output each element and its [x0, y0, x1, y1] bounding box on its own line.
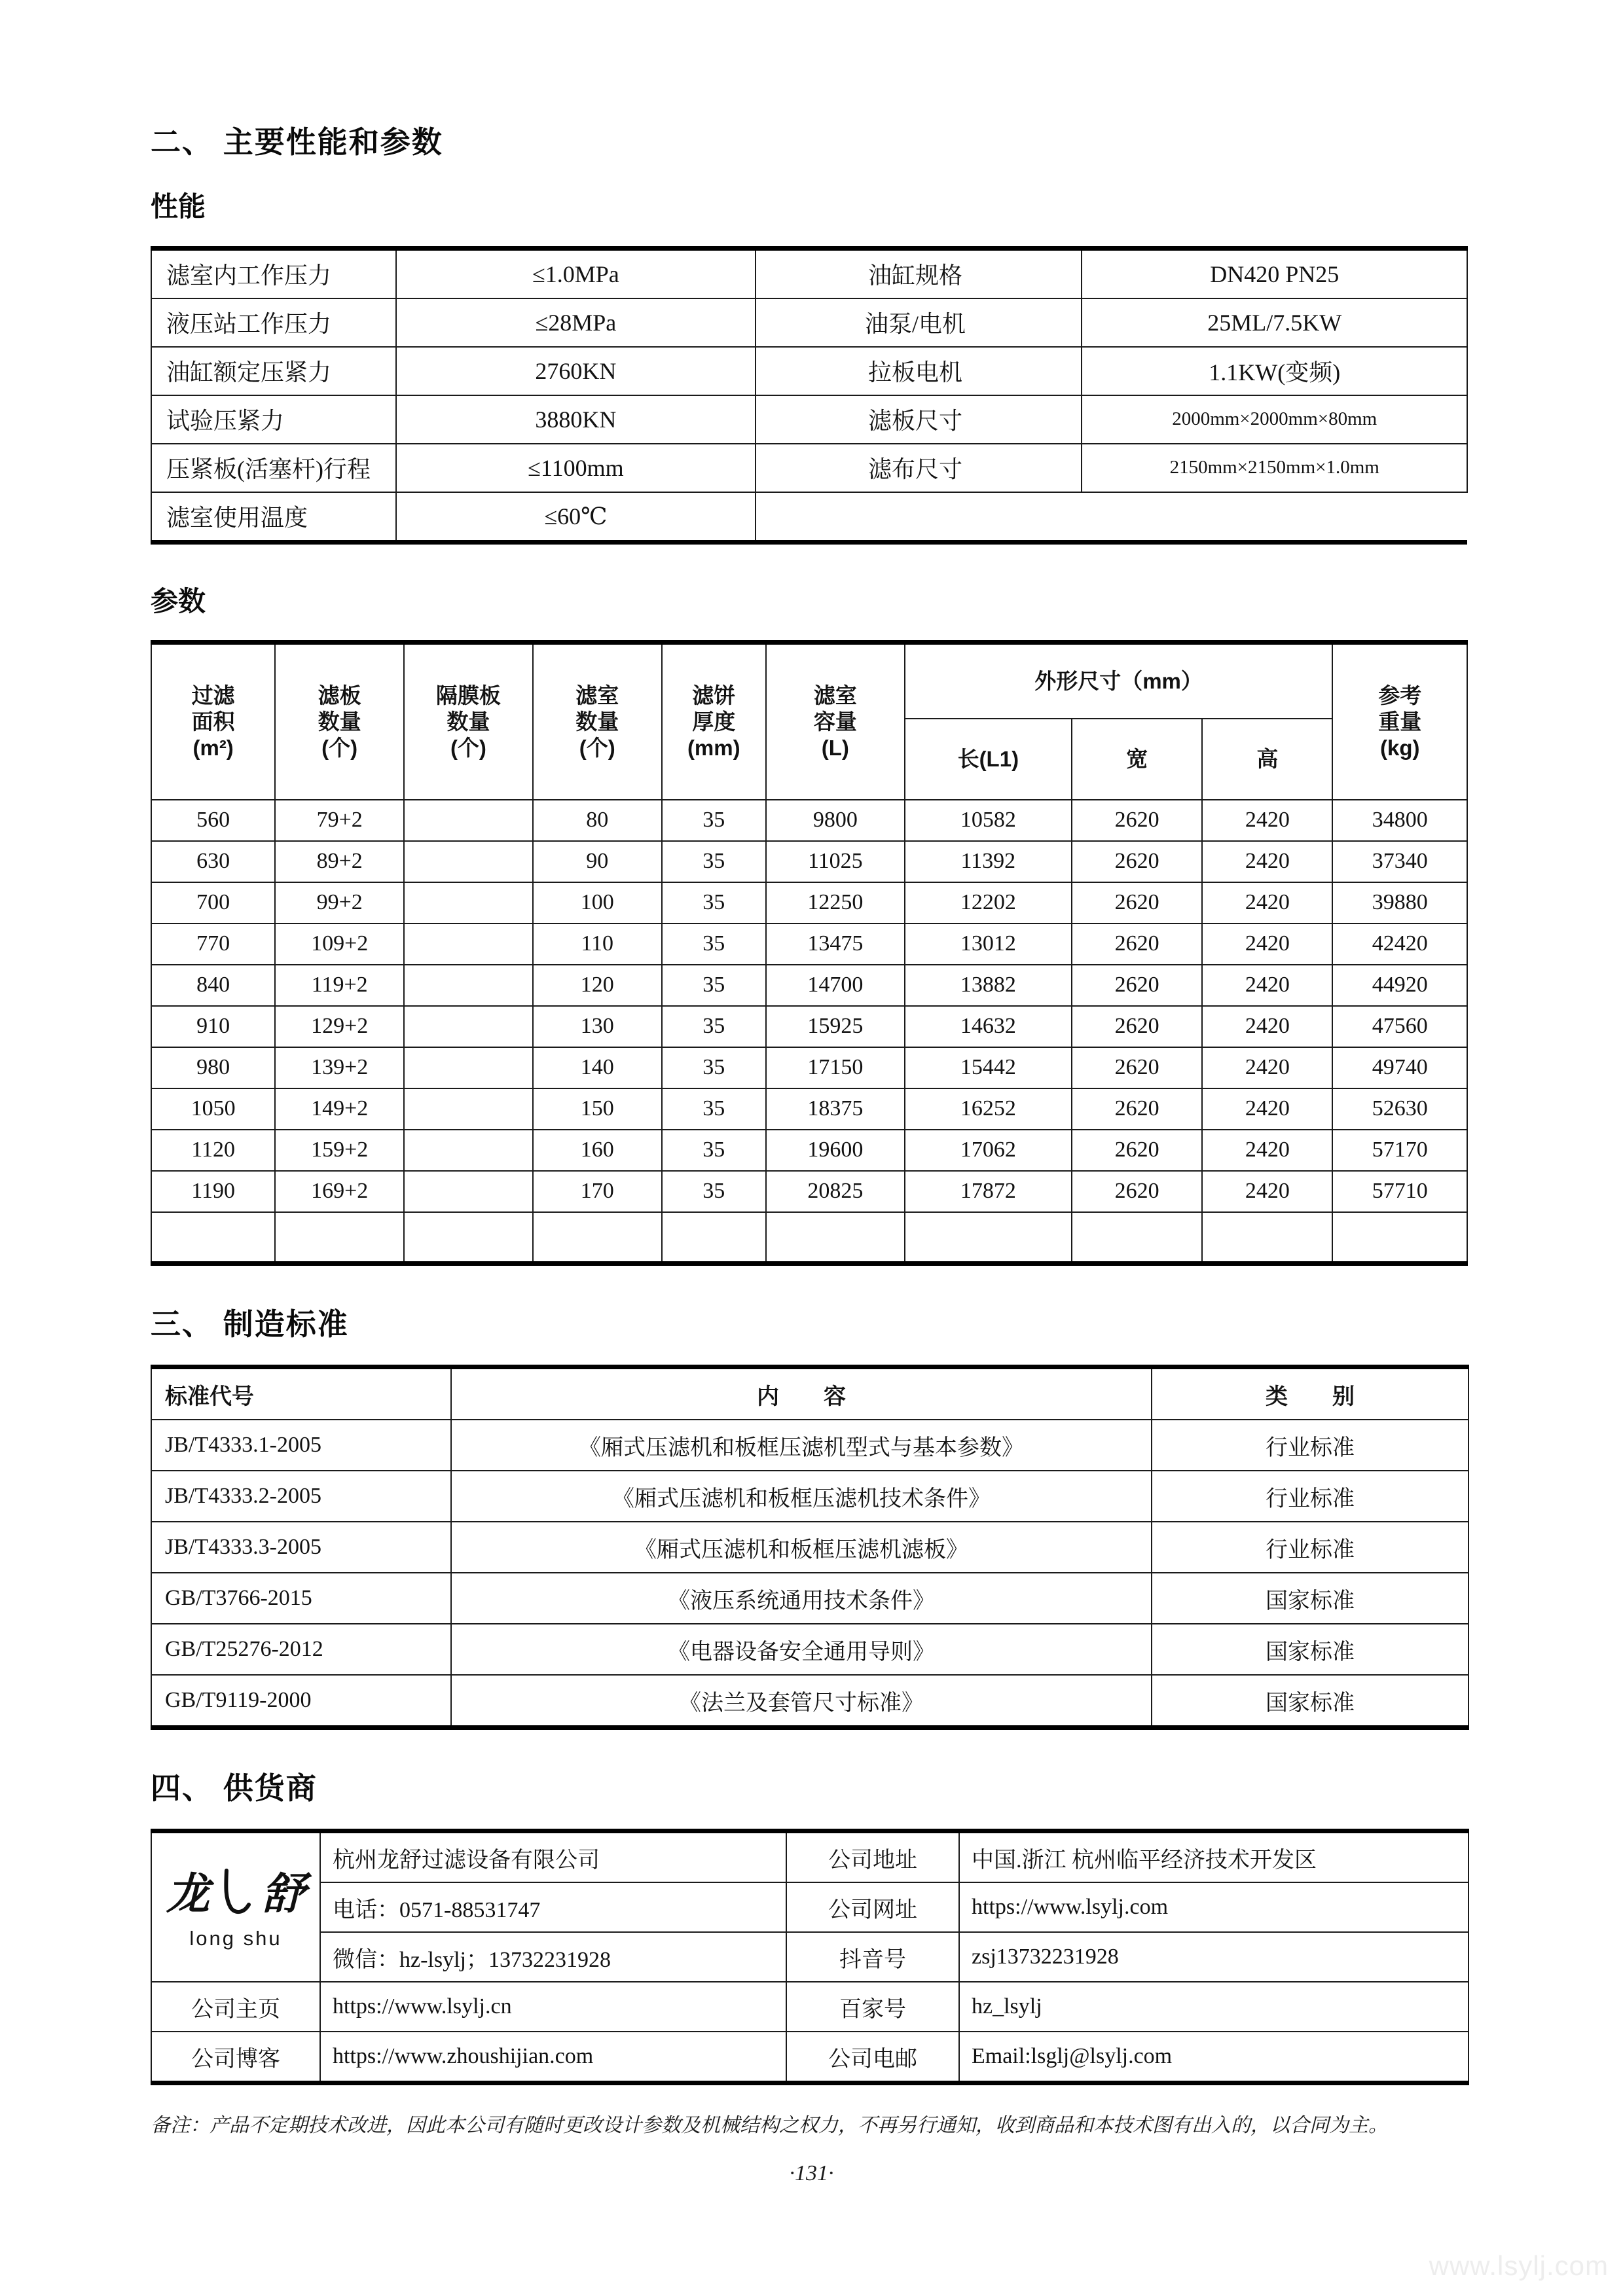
spacer [151, 618, 1472, 640]
cell-length: 16252 [905, 1088, 1072, 1130]
cell-length: 17062 [905, 1130, 1072, 1171]
value-phone: 电话：0571-88531747 [320, 1882, 786, 1932]
standard-category: 行业标准 [1152, 1420, 1468, 1471]
cell-membrane-count [404, 965, 533, 1006]
header-standard-category: 类 别 [1152, 1367, 1468, 1420]
cell-chamber-volume: 15925 [766, 1006, 905, 1047]
header-cake-thickness [662, 642, 766, 800]
cell-filter-area: 980 [151, 1047, 275, 1088]
standards-table [151, 1365, 1469, 1730]
cell-length [905, 1212, 1072, 1264]
cell-height: 2420 [1202, 1006, 1332, 1047]
supplier-row-blog [151, 2032, 1468, 2083]
header-line: 重量 [1378, 709, 1422, 734]
cell-cake-thickness: 35 [662, 1088, 766, 1130]
cell-membrane-count [404, 1047, 533, 1088]
cell-plate-count [275, 1212, 404, 1264]
header-line: 数量 [575, 709, 619, 734]
standard-content: 《厢式压滤机和板框压滤机型式与基本参数》 [451, 1420, 1152, 1471]
perf-label-2: 滤布尺寸 [756, 444, 1082, 492]
perf-label-2: 滤板尺寸 [756, 395, 1082, 444]
cell-membrane-count [404, 800, 533, 841]
cell-length: 13882 [905, 965, 1072, 1006]
table-row [151, 841, 1467, 882]
cell-cake-thickness: 35 [662, 800, 766, 841]
perf-label-2: 油缸规格 [756, 248, 1082, 298]
standard-category: 国家标准 [1152, 1675, 1468, 1728]
logo-char-shu: 舒 [262, 1870, 305, 1918]
cell-chamber-count: 90 [533, 841, 662, 882]
cell-chamber-count: 150 [533, 1088, 662, 1130]
header-line: 厚度 [692, 709, 736, 734]
perf-label-2: 油泵/电机 [756, 298, 1082, 347]
standard-code: JB/T4333.2-2005 [151, 1471, 451, 1522]
header-line: 滤板 [318, 683, 361, 708]
cell-membrane-count [404, 924, 533, 965]
cell-height: 2420 [1202, 1130, 1332, 1171]
label-company-address: 公司地址 [786, 1831, 959, 1883]
table-row [151, 924, 1467, 965]
label-company-website: 公司网址 [786, 1882, 959, 1932]
cell-width: 2620 [1072, 882, 1202, 924]
table-row [151, 1420, 1468, 1471]
cell-length: 10582 [905, 800, 1072, 841]
header-line: 参考 [1378, 683, 1422, 708]
header-chamber-count [533, 642, 662, 800]
footer-note: 备注：产品不定期技术改进，因此本公司有随时更改设计参数及机械结构之权力，不再另行通知，收到商品和本技术图有出入的，以合同为主。 [151, 2115, 1388, 2137]
header-height: 高 [1202, 719, 1332, 800]
cell-length: 14632 [905, 1006, 1072, 1047]
standards-header-row [151, 1367, 1468, 1420]
perf-value: ≤1100mm [396, 444, 756, 492]
standard-category: 行业标准 [1152, 1471, 1468, 1522]
cell-cake-thickness: 35 [662, 1130, 766, 1171]
cell-length: 11392 [905, 841, 1072, 882]
value-company-email[interactable]: Email:lsglj@lsylj.com [959, 2032, 1468, 2083]
cell-filter-area: 1190 [151, 1171, 275, 1212]
cell-cake-thickness: 35 [662, 1171, 766, 1212]
cell-width [1072, 1212, 1202, 1264]
spacer [151, 1730, 1472, 1770]
cell-height: 2420 [1202, 882, 1332, 924]
spacer [151, 545, 1472, 585]
value-douyin: zsj13732231928 [959, 1932, 1468, 1982]
header-membrane-count [404, 642, 533, 800]
cell-weight: 42420 [1332, 924, 1467, 965]
table-row [151, 347, 1467, 395]
cell-height [1202, 1212, 1332, 1264]
logo-pinyin: long shu [189, 1926, 282, 1950]
standard-content: 《法兰及套管尺寸标准》 [451, 1675, 1152, 1728]
header-chamber-volume [766, 642, 905, 800]
header-line: (kg) [1379, 736, 1420, 761]
header-line: 容量 [813, 709, 857, 734]
spacer [151, 160, 1472, 190]
supplier-row-homepage [151, 1982, 1468, 2032]
table-row [151, 395, 1467, 444]
value-company-website[interactable]: https://www.lsylj.com [959, 1882, 1468, 1932]
cell-chamber-count: 130 [533, 1006, 662, 1047]
cell-height: 2420 [1202, 1171, 1332, 1212]
cell-filter-area: 630 [151, 841, 275, 882]
cell-chamber-volume: 13475 [766, 924, 905, 965]
cell-chamber-volume: 11025 [766, 841, 905, 882]
table-row [151, 1624, 1468, 1675]
header-line: (m²) [192, 736, 234, 761]
perf-empty-cell [756, 492, 1467, 543]
standard-code: JB/T4333.3-2005 [151, 1522, 451, 1573]
value-company-address: 中国.浙江 杭州临平经济技术开发区 [959, 1831, 1468, 1883]
cell-filter-area: 770 [151, 924, 275, 965]
header-line: (个) [321, 736, 358, 761]
section-heading-standards: 三、 制造标准 [151, 1306, 349, 1341]
table-row [151, 1047, 1467, 1088]
cell-chamber-volume: 20825 [766, 1171, 905, 1212]
cell-chamber-count: 170 [533, 1171, 662, 1212]
cell-weight: 44920 [1332, 965, 1467, 1006]
header-width: 宽 [1072, 719, 1202, 800]
perf-value-2: 1.1KW(变频) [1082, 347, 1467, 395]
cell-plate-count: 99+2 [275, 882, 404, 924]
cell-cake-thickness: 35 [662, 1047, 766, 1088]
perf-value: ≤1.0MPa [396, 248, 756, 298]
company-logo [151, 1831, 320, 1982]
cell-membrane-count [404, 1212, 533, 1264]
cell-plate-count: 159+2 [275, 1130, 404, 1171]
cell-membrane-count [404, 882, 533, 924]
table-row [151, 965, 1467, 1006]
header-line: (个) [579, 736, 615, 761]
standard-content: 《厢式压滤机和板框压滤机技术条件》 [451, 1471, 1152, 1522]
cell-membrane-count [404, 1130, 533, 1171]
cell-weight: 34800 [1332, 800, 1467, 841]
cell-height: 2420 [1202, 1088, 1332, 1130]
standard-content: 《液压系统通用技术条件》 [451, 1573, 1152, 1624]
cell-width: 2620 [1072, 1047, 1202, 1088]
section-heading-performance: 二、 主要性能和参数 [151, 125, 443, 159]
label-company-email: 公司电邮 [786, 2032, 959, 2083]
header-line: (mm) [687, 736, 740, 761]
value-wechat: 微信：hz-lsylj；13732231928 [320, 1932, 786, 1982]
cell-filter-area: 1120 [151, 1130, 275, 1171]
cell-length: 12202 [905, 882, 1072, 924]
header-overall-dimensions: 外形尺寸（mm） [905, 642, 1333, 719]
cell-filter-area: 560 [151, 800, 275, 841]
cell-cake-thickness: 35 [662, 924, 766, 965]
cell-membrane-count [404, 1171, 533, 1212]
perf-label-2: 拉板电机 [756, 347, 1082, 395]
standard-content: 《厢式压滤机和板框压滤机滤板》 [451, 1522, 1152, 1573]
cell-chamber-volume: 18375 [766, 1088, 905, 1130]
perf-value: ≤28MPa [396, 298, 756, 347]
cell-chamber-volume: 19600 [766, 1130, 905, 1171]
perf-value-2: 2000mm×2000mm×80mm [1082, 395, 1467, 444]
cell-weight: 57170 [1332, 1130, 1467, 1171]
cell-width: 2620 [1072, 924, 1202, 965]
perf-label: 滤室使用温度 [151, 492, 396, 543]
cell-cake-thickness: 35 [662, 1006, 766, 1047]
standard-code: GB/T9119-2000 [151, 1675, 451, 1728]
cell-plate-count: 129+2 [275, 1006, 404, 1047]
cell-weight [1332, 1212, 1467, 1264]
header-plate-count [275, 642, 404, 800]
perf-value: ≤60℃ [396, 492, 756, 543]
cell-membrane-count [404, 841, 533, 882]
perf-value-2: 2150mm×2150mm×1.0mm [1082, 444, 1467, 492]
header-line: 滤室 [813, 683, 857, 708]
spacer [151, 1806, 1472, 1829]
supplier-row-wechat [151, 1932, 1468, 1982]
cell-filter-area: 840 [151, 965, 275, 1006]
logo-brushstroke-icon [212, 1867, 259, 1923]
perf-label: 试验压紧力 [151, 395, 396, 444]
cell-length: 15442 [905, 1047, 1072, 1088]
cell-width: 2620 [1072, 1006, 1202, 1047]
parameter-table [151, 640, 1468, 1266]
table-row [151, 444, 1467, 492]
cell-weight: 37340 [1332, 841, 1467, 882]
supplier-row-company [151, 1831, 1468, 1883]
subheading-parameters: 参数 [151, 585, 206, 617]
perf-value: 2760KN [396, 347, 756, 395]
cell-length: 17872 [905, 1171, 1072, 1212]
cell-chamber-volume: 14700 [766, 965, 905, 1006]
table-row [151, 800, 1467, 841]
cell-plate-count: 109+2 [275, 924, 404, 965]
cell-width: 2620 [1072, 1130, 1202, 1171]
cell-filter-area: 1050 [151, 1088, 275, 1130]
header-line: (L) [821, 736, 849, 761]
cell-chamber-count: 120 [533, 965, 662, 1006]
header-reference-weight [1332, 642, 1467, 800]
value-baijiahao: hz_lsylj [959, 1982, 1468, 2032]
perf-label: 油缸额定压紧力 [151, 347, 396, 395]
cell-height: 2420 [1202, 800, 1332, 841]
parameter-header-row-1 [151, 642, 1467, 719]
cell-height: 2420 [1202, 965, 1332, 1006]
cell-membrane-count [404, 1088, 533, 1130]
watermark: www.lsylj.com [1429, 2250, 1609, 2281]
cell-membrane-count [404, 1006, 533, 1047]
header-line: 过滤 [191, 683, 235, 708]
standard-code: GB/T3766-2015 [151, 1573, 451, 1624]
table-row [151, 1675, 1468, 1728]
cell-height: 2420 [1202, 924, 1332, 965]
header-line: 滤饼 [692, 683, 736, 708]
supplier-table [151, 1829, 1469, 2085]
perf-label: 液压站工作压力 [151, 298, 396, 347]
cell-weight: 47560 [1332, 1006, 1467, 1047]
label-douyin: 抖音号 [786, 1932, 959, 1982]
standard-content: 《电器设备安全通用导则》 [451, 1624, 1152, 1675]
header-line: 数量 [447, 709, 490, 734]
label-company-homepage: 公司主页 [151, 1982, 320, 2032]
cell-cake-thickness [662, 1212, 766, 1264]
value-company-homepage[interactable]: https://www.lsylj.cn [320, 1982, 786, 2032]
cell-filter-area [151, 1212, 275, 1264]
standard-category: 行业标准 [1152, 1522, 1468, 1573]
table-row [151, 1006, 1467, 1047]
header-line: 滤室 [575, 683, 619, 708]
cell-cake-thickness: 35 [662, 841, 766, 882]
table-row [151, 1522, 1468, 1573]
cell-plate-count: 149+2 [275, 1088, 404, 1130]
standard-category: 国家标准 [1152, 1624, 1468, 1675]
table-row [151, 298, 1467, 347]
header-length: 长(L1) [905, 719, 1072, 800]
cell-width: 2620 [1072, 841, 1202, 882]
cell-length: 13012 [905, 924, 1072, 965]
perf-label: 滤室内工作压力 [151, 248, 396, 298]
table-row [151, 492, 1467, 543]
header-line: (个) [450, 736, 486, 761]
subheading-performance: 性能 [151, 191, 206, 223]
cell-height: 2420 [1202, 841, 1332, 882]
cell-chamber-count [533, 1212, 662, 1264]
cell-width: 2620 [1072, 965, 1202, 1006]
value-company-blog[interactable]: https://www.zhoushijian.com [320, 2032, 786, 2083]
perf-value-2: 25ML/7.5KW [1082, 298, 1467, 347]
logo-char-long: 龙 [166, 1870, 210, 1918]
cell-plate-count: 119+2 [275, 965, 404, 1006]
cell-chamber-volume: 12250 [766, 882, 905, 924]
header-line: 隔膜板 [435, 683, 501, 708]
cell-filter-area: 910 [151, 1006, 275, 1047]
cell-chamber-count: 140 [533, 1047, 662, 1088]
standard-code: GB/T25276-2012 [151, 1624, 451, 1675]
label-baijiahao: 百家号 [786, 1982, 959, 2032]
cell-cake-thickness: 35 [662, 965, 766, 1006]
cell-width: 2620 [1072, 1171, 1202, 1212]
cell-chamber-count: 110 [533, 924, 662, 965]
table-row [151, 1088, 1467, 1130]
standard-category: 国家标准 [1152, 1573, 1468, 1624]
cell-height: 2420 [1202, 1047, 1332, 1088]
section-heading-supplier: 四、 供货商 [151, 1771, 318, 1806]
table-row [151, 1171, 1467, 1212]
header-line: 数量 [318, 709, 361, 734]
cell-plate-count: 89+2 [275, 841, 404, 882]
supplier-row-phone [151, 1882, 1468, 1932]
cell-plate-count: 139+2 [275, 1047, 404, 1088]
cell-weight: 57710 [1332, 1171, 1467, 1212]
cell-weight: 39880 [1332, 882, 1467, 924]
page-number: ·131· [789, 2161, 834, 2186]
table-row [151, 882, 1467, 924]
perf-value: 3880KN [396, 395, 756, 444]
spacer [151, 1266, 1472, 1306]
company-name: 杭州龙舒过滤设备有限公司 [320, 1831, 786, 1883]
label-company-blog: 公司博客 [151, 2032, 320, 2083]
perf-label: 压紧板(活塞杆)行程 [151, 444, 396, 492]
cell-chamber-volume [766, 1212, 905, 1264]
cell-plate-count: 169+2 [275, 1171, 404, 1212]
header-standard-content: 内 容 [451, 1367, 1152, 1420]
cell-weight: 49740 [1332, 1047, 1467, 1088]
table-row [151, 1212, 1467, 1264]
header-filter-area [151, 642, 275, 800]
table-row [151, 1471, 1468, 1522]
cell-width: 2620 [1072, 1088, 1202, 1130]
header-line: 面积 [191, 709, 235, 734]
spacer [151, 224, 1472, 246]
cell-plate-count: 79+2 [275, 800, 404, 841]
perf-value-2: DN420 PN25 [1082, 248, 1467, 298]
cell-chamber-volume: 17150 [766, 1047, 905, 1088]
table-row [151, 1130, 1467, 1171]
cell-chamber-volume: 9800 [766, 800, 905, 841]
cell-width: 2620 [1072, 800, 1202, 841]
cell-chamber-count: 100 [533, 882, 662, 924]
cell-weight: 52630 [1332, 1088, 1467, 1130]
spacer [151, 1342, 1472, 1365]
cell-chamber-count: 160 [533, 1130, 662, 1171]
table-row [151, 1573, 1468, 1624]
table-row [151, 248, 1467, 298]
performance-table [151, 246, 1468, 545]
cell-cake-thickness: 35 [662, 882, 766, 924]
standard-code: JB/T4333.1-2005 [151, 1420, 451, 1471]
header-standard-code: 标准代号 [151, 1367, 451, 1420]
cell-chamber-count: 80 [533, 800, 662, 841]
cell-filter-area: 700 [151, 882, 275, 924]
